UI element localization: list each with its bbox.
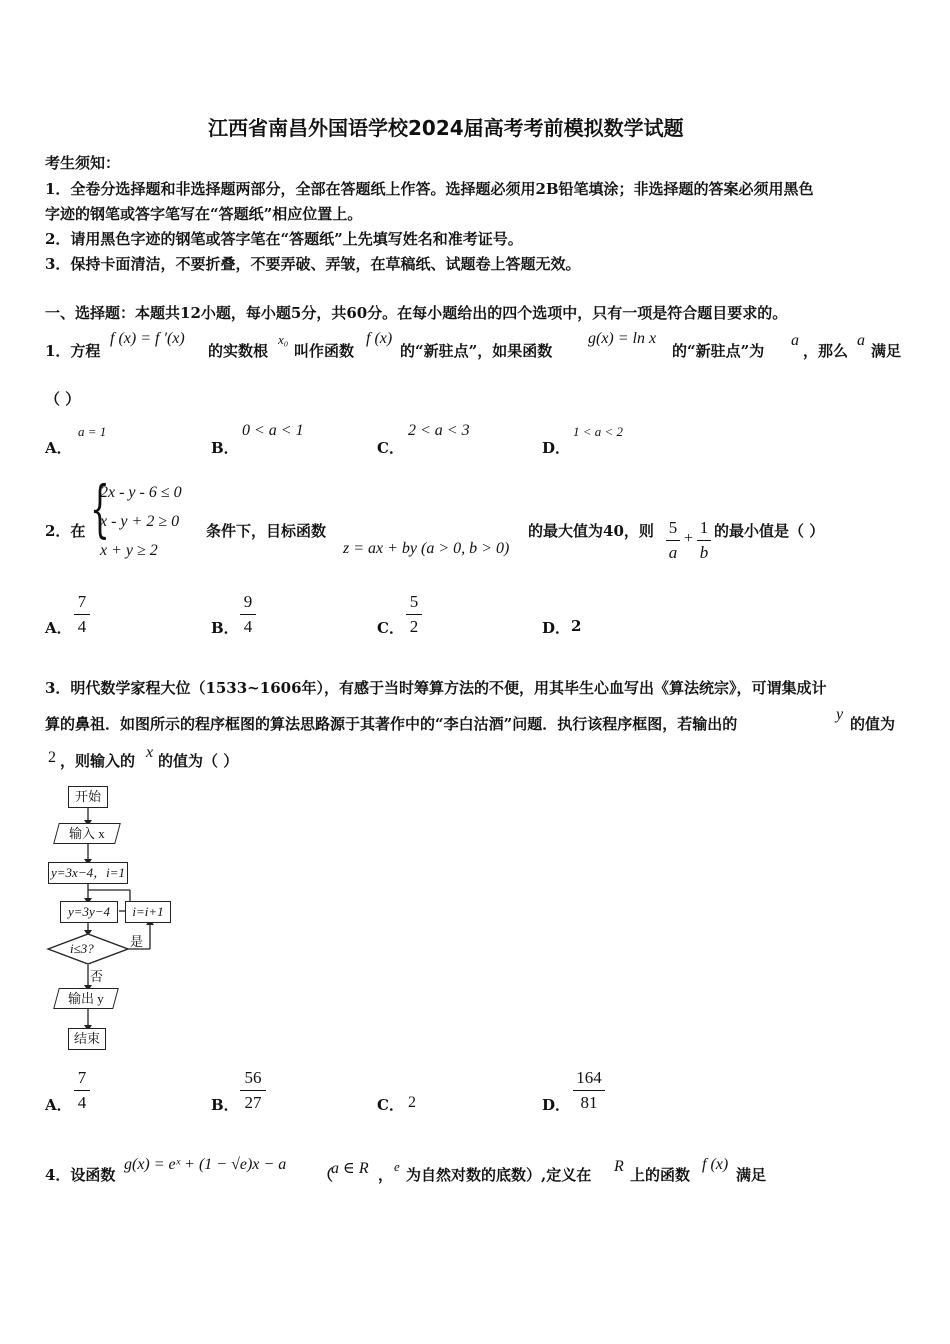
q3-line-3b: 的值为（ ） (158, 752, 239, 770)
section-heading: 一、选择题：本题共12小题，每小题5分，共60分。在每小题给出的四个选项中，只有一项是符合题目要求的。 (45, 304, 788, 322)
q4-text-3: ， (378, 1166, 394, 1184)
q2-constraint-2: x - y + 2 ≥ 0 (100, 513, 180, 530)
flow-increment: i=i+1 (125, 901, 171, 923)
q4-text-2: （ (318, 1166, 334, 1184)
q3-line-2b: 的值为 (850, 715, 896, 733)
q2-label-c[interactable]: C． (377, 619, 404, 637)
q1-text-4: 的“新驻点”，如果函数 (400, 342, 553, 360)
q3-option-a[interactable]: 7 4 (74, 1068, 90, 1113)
q1-math-4: g(x) = ln x (588, 330, 657, 347)
page-title: 江西省南昌外国语学校2024届高考考前模拟数学试题 (208, 116, 684, 140)
flow-init: y=3x−4，i=1 (48, 862, 128, 884)
q1-math-6: a (857, 332, 865, 349)
flow-output: 输出 y (53, 988, 119, 1009)
q1-label-c[interactable]: C． (377, 439, 404, 457)
q2-constraint-3: x + y ≥ 2 (100, 542, 158, 559)
q2-text-2: 条件下，目标函数 (206, 522, 327, 540)
q2-plus: + (684, 530, 694, 547)
q1-math-5: a (791, 332, 799, 349)
flow-input: 输入 x (53, 823, 121, 844)
q1-option-b[interactable]: 0 < a < 1 (242, 422, 304, 439)
q1-option-d[interactable]: 1 < a < 2 (573, 424, 624, 439)
q2-text-1: 2．在 (45, 522, 86, 540)
q4-math-3: e (394, 1159, 400, 1174)
q2-option-b[interactable]: 9 4 (240, 592, 256, 637)
q2-fraction-5-over-a: 5 a (666, 518, 680, 563)
q3-line-2a: 算的鼻祖．如图所示的程序框图的算法思路源于其著作中的“李白沽酒”问题．执行该程序框图，若输出的 (45, 715, 738, 733)
q1-text-3: 叫作函数 (294, 342, 355, 360)
q1-text-7: 满足 (871, 342, 902, 360)
q3-line-1: 3．明代数学家程大位（1533~1606年），有感于当时筹算方法的不便，用其毕生心血写出《算法统宗》，可谓集成计 (45, 679, 827, 697)
q1-option-a[interactable]: a = 1 (78, 424, 107, 439)
flow-end: 结束 (68, 1028, 106, 1050)
q2-option-a[interactable]: 7 4 (74, 592, 90, 637)
q1-label-b[interactable]: B． (211, 439, 239, 457)
q4-text-6: 满足 (736, 1166, 767, 1184)
flow-no: 否 (90, 969, 104, 984)
q1-label-a[interactable]: A． (45, 439, 72, 457)
system-brace: { (90, 472, 110, 545)
q3-option-d[interactable]: 164 81 (573, 1068, 605, 1113)
flow-body: y=3y−4 (60, 901, 118, 923)
q1-paren: （ ） (45, 390, 81, 408)
q2-constraint-1: 2x - y - 6 ≤ 0 (100, 484, 182, 501)
q3-var-y: y (836, 706, 844, 723)
q2-label-a[interactable]: A． (45, 619, 72, 637)
q2-label-d[interactable]: D． (542, 619, 571, 637)
q3-value-2: 2 (48, 749, 56, 766)
q1-text-5: 的“新驻点”为 (672, 342, 765, 360)
q2-option-c[interactable]: 5 2 (406, 592, 422, 637)
q2-fraction-1-over-b: 1 b (697, 518, 711, 563)
q3-label-d[interactable]: D． (542, 1096, 571, 1114)
q4-math-2: a ∈ R (331, 1160, 369, 1177)
q3-var-x: x (146, 744, 154, 761)
q2-label-b[interactable]: B． (211, 619, 239, 637)
q1-math-2: x₀ (278, 332, 289, 347)
q3-label-c[interactable]: C． (377, 1096, 404, 1114)
q1-text-6: ，那么 (803, 342, 849, 360)
q4-math-5: f (x) (702, 1156, 729, 1173)
flow-start: 开始 (68, 786, 108, 808)
q2-text-3: 的最大值为40，则 (528, 522, 654, 540)
q4-math-4: R (614, 1158, 624, 1175)
q1-math-3: f (x) (366, 330, 393, 347)
notice-heading: 考生须知： (45, 154, 121, 172)
q3-option-b[interactable]: 56 27 (240, 1068, 266, 1113)
q4-text-1: 4．设函数 (45, 1166, 116, 1184)
q2-option-d[interactable]: 2 (571, 617, 582, 635)
q3-label-a[interactable]: A． (45, 1096, 72, 1114)
q1-math-1: f (x) = f ′(x) (110, 330, 185, 347)
q2-objective: z = ax + by (a > 0, b > 0) (343, 540, 510, 557)
flow-yes: 是 (130, 934, 144, 949)
q2-text-4: 的最小值是（ ） (714, 522, 825, 540)
notice-item-1: 1．全卷分选择题和非选择题两部分，全部在答题纸上作答。选择题必须用2B铅笔填涂；非选择题的答案必须用黑色 (45, 180, 814, 198)
q1-label-d[interactable]: D． (542, 439, 571, 457)
q1-text-2: 的实数根 (208, 342, 269, 360)
q4-math-1: g(x) = eˣ + (1 − √e)x − a (124, 1156, 287, 1173)
q4-text-4: 为自然对数的底数）,定义在 (406, 1166, 592, 1184)
q3-line-3a: ，则输入的 (60, 752, 136, 770)
q1-text-1: 1．方程 (45, 342, 101, 360)
notice-item-3: 3．保持卡面清洁，不要折叠，不要弄破、弄皱，在草稿纸、试题卷上答题无效。 (45, 255, 581, 273)
q3-label-b[interactable]: B． (211, 1096, 239, 1114)
notice-item-1b: 字迹的钢笔或答字笔写在“答题纸”相应位置上。 (45, 205, 363, 223)
q4-text-5: 上的函数 (630, 1166, 691, 1184)
notice-item-2: 2．请用黑色字迹的钢笔或答字笔在“答题纸”上先填写姓名和准考证号。 (45, 230, 523, 248)
q3-option-c[interactable]: 2 (408, 1094, 416, 1111)
flow-condition: i≤3? (70, 941, 94, 956)
q1-option-c[interactable]: 2 < a < 3 (408, 422, 470, 439)
